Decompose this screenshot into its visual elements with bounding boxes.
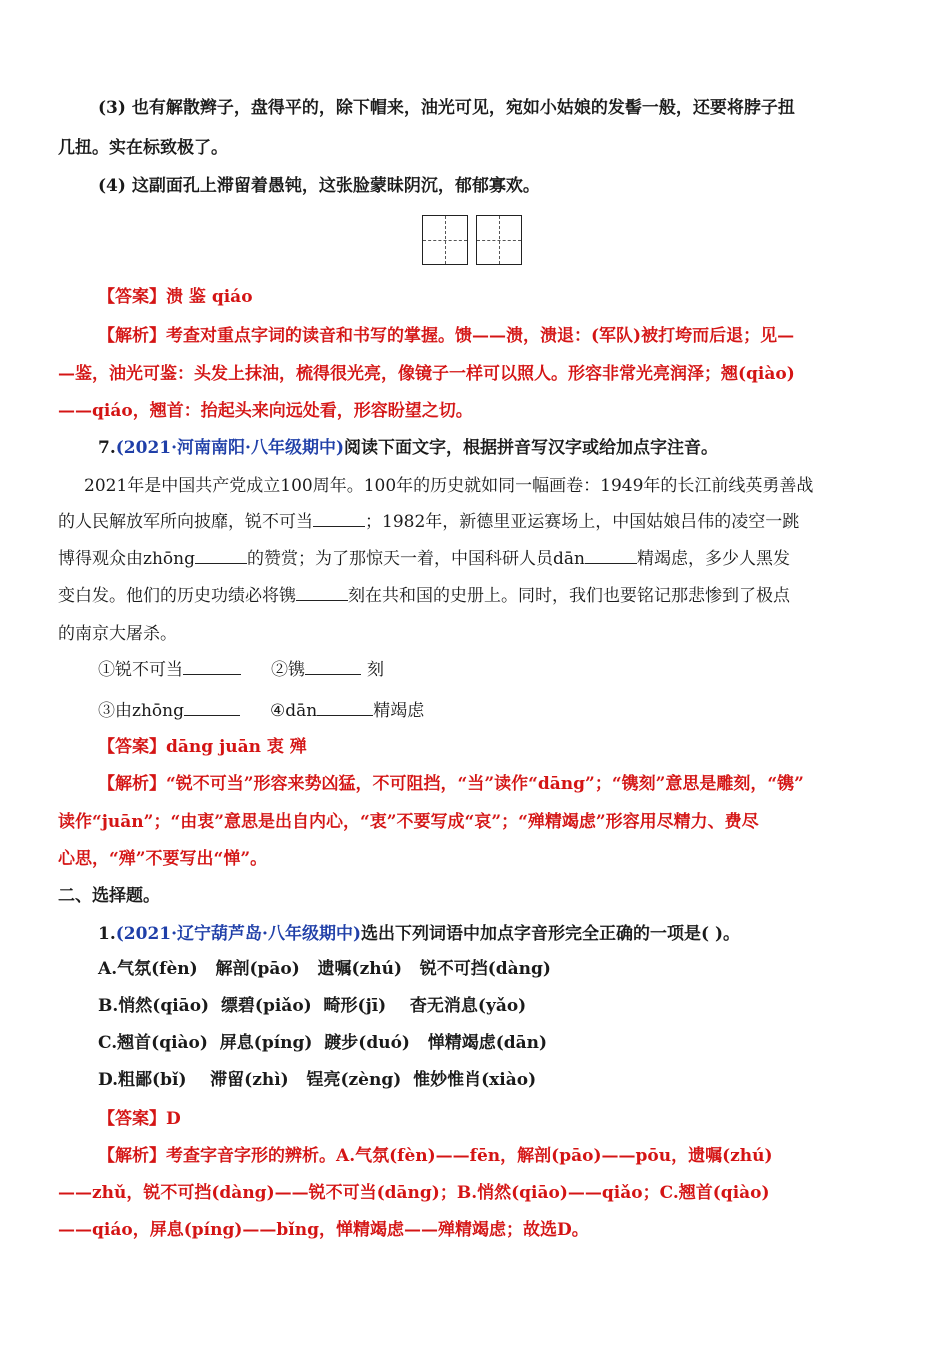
explanation-7-line1 [98,772,900,796]
explanation-7-line3: 心思，“殚”不要写出“惮”。 [58,849,268,869]
passage-text: 的人民解放军所向披靡，锐不可当 [58,512,313,532]
question-7-header [98,436,900,460]
writing-box-2 [476,215,522,265]
item-text: ③由zhōng [98,701,184,721]
q7-passage-line5: 的南京大屠杀。 [58,624,177,644]
answer-blank[interactable] [305,660,361,675]
mc1-option-b[interactable]: B.悄然(qiāo) 缥碧(piǎo) 畸形(jī) 杳无消息(yǎo) [98,996,527,1016]
mc1-option-c[interactable]: C.翘首(qiào) 屏息(píng) 踱步(duó) 惮精竭虑(dān) [98,1033,548,1053]
question-source: (2021·辽宁葫芦岛·八年级期中) [115,924,361,944]
explanation-6-line2: —鉴，油光可鉴：头发上抹油，梳得很光亮，像镜子一样可以照人。形容非常光亮润泽；翘(qiào) [58,364,795,384]
q3-line1: (3) 也有解散辫子，盘得平的，除下帽来，油光可见，宛如小姑娘的发髻一般，还要将脖子扭 [98,98,795,118]
mc1-option-d[interactable]: D.粗鄙(bǐ) 滞留(zhì) 锃亮(zèng) 惟妙惟肖(xiào) [98,1070,537,1090]
answer-7 [98,735,900,759]
explanation-6-line3: ——qiáo，翘首：抬起头来向远处看，形容盼望之切。 [58,401,473,421]
item-text: 刻 [367,660,384,680]
passage-text: 刻在共和国的史册上。同时，我们也要铭记那悲惨到了极点 [348,586,790,606]
explanation-label: 【解析】 [98,326,166,346]
explanation-mc1-line3: ——qiáo，屏息(píng)——bǐng，惮精竭虑——殚精竭虑；故选D。 [58,1220,589,1240]
question-prompt: 阅读下面文字，根据拼音写汉字或给加点字注音。 [344,438,718,458]
q7-items-row1 [98,658,900,682]
answer-label: 【答案】 [98,287,166,307]
answer-blank[interactable] [317,701,373,716]
explanation-text: 考查对重点字词的读音和书写的掌握。馈——溃，溃退：(军队)被打垮而后退；见— [166,326,795,346]
q7-passage-line2 [58,510,900,534]
answer-blank[interactable] [585,549,637,564]
passage-text: 精竭虑，多少人黑发 [636,549,790,569]
writing-box-1 [422,215,468,265]
explanation-label: 【解析】 [98,774,166,794]
answer-blank[interactable] [296,586,348,601]
item-text: ②镌 [271,660,305,680]
section-2-title: 二、选择题。 [58,886,160,906]
q7-items-row2 [98,699,900,723]
answer-blank[interactable] [183,660,241,675]
question-number: 1. [98,924,116,944]
answer-6 [98,285,900,309]
answer-mc1 [98,1107,900,1131]
explanation-mc1-line1 [98,1144,900,1168]
answer-label: 【答案】 [98,1109,166,1129]
q3-line2: 几扭。实在标致极了。 [58,138,228,158]
explanation-mc1-line2: ——zhǔ，锐不可挡(dàng)——锐不可当(dāng)；B.悄然(qiāo)——qiǎo；C.翘首(qiào) [58,1183,770,1203]
passage-text: ；1982年，新德里亚运赛场上，中国姑娘吕伟的凌空一跳 [365,512,800,532]
passage-text: 变白发。他们的历史功绩必将镌 [58,586,296,606]
answer-blank[interactable] [184,701,240,716]
mc1-option-a[interactable]: A.气氛(fèn) 解剖(pāo) 遗嘱(zhú) 锐不可挡(dàng) [98,959,551,979]
answer-text: D [166,1109,181,1129]
answer-text: 溃 鉴 qiáo [166,287,253,307]
item-text: ①锐不可当 [98,660,183,680]
explanation-text: “锐不可当”形容来势凶猛，不可阻挡，“当”读作“dāng”；“镌刻”意思是雕刻，“镌” [166,774,804,794]
answer-blank[interactable] [195,549,247,564]
item-text: ④dān [269,701,318,721]
mc1-header [98,922,900,946]
passage-text: 的赞赏；为了那惊天一着，中国科研人员dān [246,549,585,569]
question-number: 7. [98,438,116,458]
explanation-label: 【解析】 [98,1146,166,1166]
explanation-text: 考查字音字形的辨析。A.气氛(fèn)——fēn，解剖(pāo)——pōu，遗嘱(zhú) [166,1146,773,1166]
q7-passage-line4 [58,584,900,608]
explanation-7-line2: 读作“juān”；“由衷”意思是出自内心，“衷”不要写成“哀”；“殚精竭虑”形容用尽精力、费尽 [58,812,759,832]
q4-text: (4) 这副面孔上滞留着愚钝，这张脸蒙昧阴沉，郁郁寡欢。 [98,176,540,196]
passage-text: 博得观众由zhōng [58,549,195,569]
answer-text: dāng juān 衷 殚 [166,737,307,757]
q7-passage-line1: 2021年是中国共产党成立100周年。100年的历史就如同一幅画卷：1949年的长江前线英勇善战 [84,476,814,496]
question-prompt: 选出下列词语中加点字音形完全正确的一项是( )。 [361,924,741,944]
question-source: (2021·河南南阳·八年级期中) [115,438,344,458]
writing-grid [422,215,522,265]
q7-passage-line3 [58,547,900,571]
item-text: 精竭虑 [373,701,425,721]
explanation-6-line1 [98,324,900,348]
answer-blank[interactable] [313,512,365,527]
answer-label: 【答案】 [98,737,166,757]
